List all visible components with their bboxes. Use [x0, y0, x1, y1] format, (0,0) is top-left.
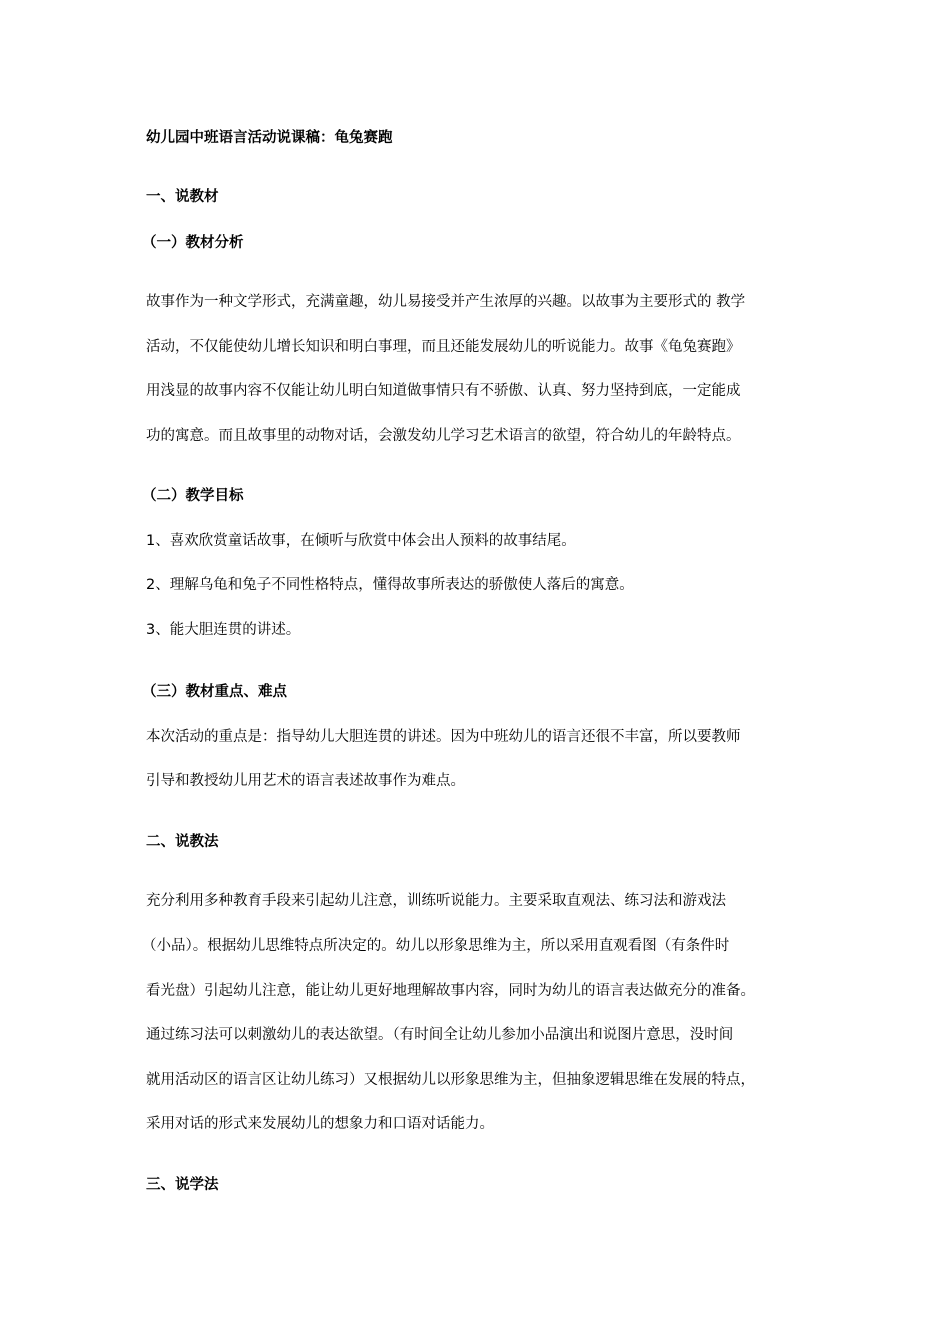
list-item: 2、理解乌龟和兔子不同性格特点，懂得故事所表达的骄傲使人落后的寓意。 — [146, 577, 634, 593]
section-1-heading: 一、说教材 — [146, 189, 219, 205]
paragraph-line: 活动，不仅能使幼儿增长知识和明白事理，而且还能发展幼儿的听说能力。故事《龟兔赛跑》 — [146, 339, 741, 355]
list-item: 1、喜欢欣赏童话故事，在倾听与欣赏中体会出人预料的故事结尾。 — [146, 533, 576, 549]
paragraph-line: 充分利用多种教育手段来引起幼儿注意，训练听说能力。主要采取直观法、练习法和游戏法 — [146, 893, 726, 909]
paragraph-line: 功的寓意。而且故事里的动物对话，会激发幼儿学习艺术语言的欲望，符合幼儿的年龄特点。 — [146, 428, 741, 444]
subsection-2-heading: （二）教学目标 — [142, 488, 244, 504]
paragraph-line: 引导和教授幼儿用艺术的语言表述故事作为难点。 — [146, 773, 465, 789]
subsection-3-heading: （三）教材重点、难点 — [142, 684, 287, 700]
paragraph-line: 通过练习法可以刺激幼儿的表达欲望。（有时间全让幼儿参加小品演出和说图片意思，没时间 — [146, 1027, 734, 1043]
subsection-1-heading: （一）教材分析 — [142, 235, 244, 251]
list-item: 3、能大胆连贯的讲述。 — [146, 622, 301, 638]
document-title: 幼儿园中班语言活动说课稿：龟兔赛跑 — [146, 130, 393, 146]
section-3-heading: 三、说学法 — [146, 1177, 219, 1193]
paragraph-line: 本次活动的重点是：指导幼儿大胆连贯的讲述。因为中班幼儿的语言还很不丰富，所以要教师 — [146, 729, 741, 745]
paragraph-line: 采用对话的形式来发展幼儿的想象力和口语对话能力。 — [146, 1116, 494, 1132]
paragraph-line: 就用活动区的语言区让幼儿练习）又根据幼儿以形象思维为主，但抽象逻辑思维在发展的特点， — [146, 1072, 755, 1088]
paragraph-line: （小品）。根据幼儿思维特点所决定的。幼儿以形象思维为主，所以采用直观看图（有条件时 — [142, 938, 730, 954]
section-2-heading: 二、说教法 — [146, 834, 219, 850]
paragraph-line: 用浅显的故事内容不仅能让幼儿明白知道做事情只有不骄傲、认真、努力坚持到底，一定能成 — [146, 383, 741, 399]
paragraph-line: 故事作为一种文学形式，充满童趣，幼儿易接受并产生浓厚的兴趣。以故事为主要形式的 教学 — [146, 294, 746, 310]
paragraph-line: 看光盘）引起幼儿注意，能让幼儿更好地理解故事内容，同时为幼儿的语言表达做充分的准备。 — [146, 983, 755, 999]
